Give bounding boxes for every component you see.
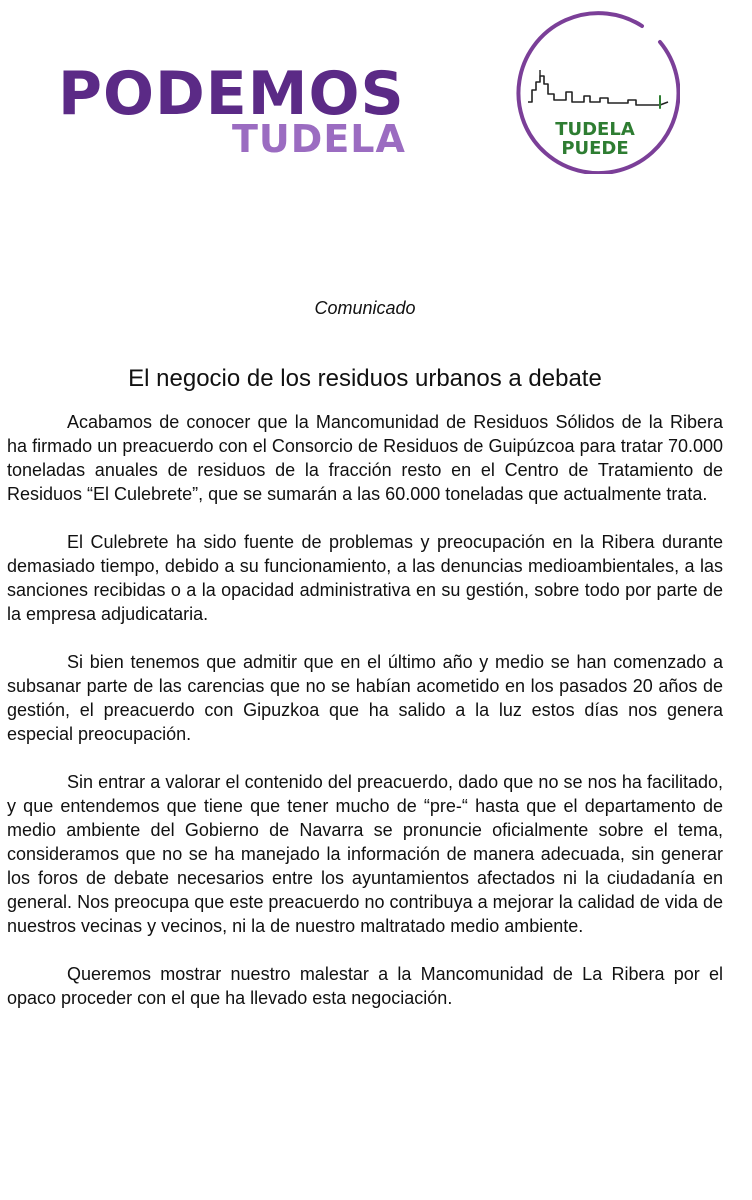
document-type: Comunicado — [314, 298, 416, 318]
tudela-puede-line2: PUEDE — [561, 138, 629, 159]
paragraph: Sin entrar a valorar el contenido del preacuerdo, dado que no se nos ha facilitado, y que entendemos que tiene que tener mucho de “pre-“ hasta que el departamento de medio ambiente del Gobierno de Navarra se pronuncie oficialmente sobre el tema, consideramos que no se ha manejado la información de manera adecuada, sin generar los foros de debate necesarios entre los ayuntamientos afectados ni la ciudadanía en general. Nos preocupa que este preacuerdo no contribuya a mejorar la calidad de vida de nuestros vecinas y vecinos, ni la de nuestro maltratado medio ambiente. — [7, 772, 723, 936]
document-title: El negocio de los residuos urbanos a debate — [128, 365, 602, 392]
press-release — [7, 296, 723, 1034]
paragraph: Acabamos de conocer que la Mancomunidad de Residuos Sólidos de la Ribera ha firmado un preacuerdo con el Consorcio de Residuos de Guipúzcoa para tratar 70.000 toneladas anuales de residuos de la fracción resto en el Centro de Tratamiento de Residuos “El Culebrete”, que se sumarán a las 60.000 toneladas que actualmente trata. — [7, 412, 723, 504]
podemos-logo-text: PODEMOS — [58, 59, 405, 129]
paragraph: El Culebrete ha sido fuente de problemas y preocupación en la Ribera durante demasiado tiempo, debido a su funcionamiento, a las denuncias medioambientales, a las sanciones recibidas o a la opacidad administrativa en su gestión, sobre todo por parte de la empresa adjudicataria. — [7, 532, 723, 624]
paragraph: Queremos mostrar nuestro malestar a la Mancomunidad de La Ribera por el opaco proceder con el que ha llevado esta negociación. — [7, 964, 723, 1008]
podemos-tudela-logo — [58, 59, 438, 161]
tudela-puede-line1: TUDELA — [555, 119, 635, 140]
tudela-logo-text: TUDELA — [232, 117, 406, 161]
paragraph: Si bien tenemos que admitir que en el último año y medio se han comenzado a subsanar parte de las carencias que no se habían acometido en los pasados 20 años de gestión, el preacuerdo con Gipuzkoa que ha salido a la luz estos días nos genera especial preocupación. — [7, 652, 723, 744]
tudela-puede-logo — [510, 4, 680, 174]
